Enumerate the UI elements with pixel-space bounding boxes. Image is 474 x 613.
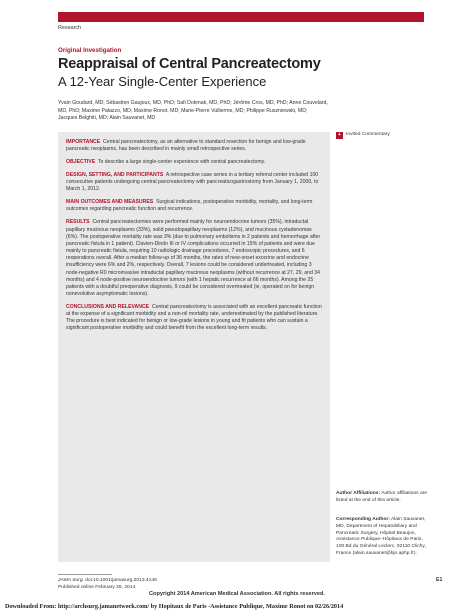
plus-icon: + (336, 132, 343, 139)
article-type-label: Original Investigation (58, 47, 122, 54)
doi-link[interactable]: doi:10.1001/jamasurg.2013.4146 (85, 578, 157, 583)
journal-name: JAMA Surg. (58, 578, 84, 583)
abstract-heading: CONCLUSIONS AND RELEVANCE (66, 303, 150, 310)
affiliations-text: Author affiliations are listed at the end of this article. (336, 491, 428, 503)
abstract-section-outcomes (66, 199, 322, 213)
abstract-text: Central pancreatectomy is associated with an excellent pancreatic function at the expense of a significant morbidity and a non-nil mortality rate, underestimated by the published literature. The procedure is best indicated for benign or low-grade lesions in young and fit patients who can sustain a significant postoperative morbidity and could benefit from the excellent long-term results. (66, 303, 322, 332)
author-list: Yvain Goudard, MD; Sébastien Gaujoux, MD, PhD; Safi Dokmak, MD, PhD; Jérôme Cros, MD, PhD; Anne Couvelard, MD, PhD; Maxime Palazzo, MD; Maxime Ronot, MD; Marie-Pierre Vullierme, MD; Philippe Ruszniewski, MD; Jacques Belghiti, MD; Alain Sauvanet, MD (58, 100, 328, 122)
article-subtitle: A 12-Year Single-Center Experience (58, 74, 267, 89)
section-tag: Research (58, 25, 82, 31)
abstract-heading: IMPORTANCE (66, 139, 101, 145)
abstract-section-design (66, 172, 322, 193)
abstract-section-results (66, 219, 322, 298)
page-number: E1 (436, 577, 443, 583)
abstract-section-objective (66, 159, 322, 166)
abstract-heading: OBJECTIVE (66, 159, 96, 166)
invited-commentary-label: Invited Commentary (346, 132, 390, 138)
abstract-text: Central pancreatectomy, as an alternative to standard resection for benign and low-grade pancreatic neoplasms, has been described in mainly small retrospective series. (66, 139, 306, 153)
copyright-notice: Copyright 2014 American Medical Association. All rights reserved. (149, 591, 325, 597)
download-notice: Downloaded From: http://archsurg.jamanetwork.com/ by Hopitaux de Paris -Assistance Publique, Maxime Ronot on 02/26/2014 (5, 603, 344, 610)
abstract-heading: MAIN OUTCOMES AND MEASURES (66, 199, 154, 206)
invited-commentary-link[interactable] (336, 132, 428, 139)
abstract-section-importance (66, 139, 322, 153)
abstract-heading: RESULTS (66, 219, 90, 226)
citation-block (58, 578, 157, 592)
abstract-text: Central pancreatectomies were performed mainly for neuroendocrine tumors (35%), intraductal papillary mucinous neoplasms (33%), solid pseudopapillary neoplasms (12%), and mucinous cystadenomas (6%). The postoperative mortality rate was 3% (due to pulmonary embolisms in 2 patients and hemorrhage after pancreatic fistula in 1 patient). Clavien-Dindo III or IV complications occurred in 15% of patients and were due mainly to pancreatic fistula, requiring 10 radiologic drainage procedures, 7 endoscopic procedures, and 6 reoperations overall. After a median follow-up of 36 months, the rates of new-onset exocrine and endocrine insufficiency were 6% and 2%, respectively. Overall, 7 lesions could be considered undertreated, including 3 node-negative R0 microinvasive intraductal papillary mucinous neoplasms (without recurrence at 27, 29, and 34 months) and 4 node-positive neuroendocrine tumors (with 1 hepatic recurrence at 66 months). Among the 25 patients with a doubtful preoperative diagnosis, 9 could be considered overtreated (ie, operated on for benign nonevolutive asymptomatic lesions). (66, 219, 321, 297)
article-title: Reappraisal of Central Pancreatectomy (58, 56, 321, 72)
corresponding-heading: Corresponding Author: (336, 517, 390, 522)
header-color-bar (58, 12, 424, 22)
abstract-text: To describe a large single-center experience with central pancreatectomy. (97, 159, 266, 166)
corresponding-author (336, 517, 428, 558)
author-affiliations (336, 491, 428, 505)
citation-divider (58, 574, 112, 575)
abstract-text: A retrospective case series in a tertiary referral center included 100 consecutive patients undergoing central pancreatectomy with pancreaticogastrostomy from January 1, 2000, to March 1, 2012. (66, 172, 319, 193)
abstract-box (58, 132, 330, 562)
abstract-text: Surgical indications, postoperative morbidity, mortality, and long-term outcomes regarding pancreatic function and recurrence. (66, 199, 313, 213)
published-date: Published online February 26, 2014. (58, 584, 137, 590)
abstract-heading: DESIGN, SETTING, AND PARTICIPANTS (66, 172, 164, 179)
affiliations-heading: Author Affiliations: (336, 491, 381, 496)
corresponding-text: Alain Sauvanet, MD, Department of Hepatobiliary and Pancreatic Surgery, Hôpital Beaujon, Assistance Publique–Hôpitaux de Paris, 100 Bd du Général Leclerc, 92110 Clichy, France (alain.sauvanet@bjn.aphp.fr). (336, 517, 426, 556)
abstract-section-conclusions (66, 304, 322, 333)
